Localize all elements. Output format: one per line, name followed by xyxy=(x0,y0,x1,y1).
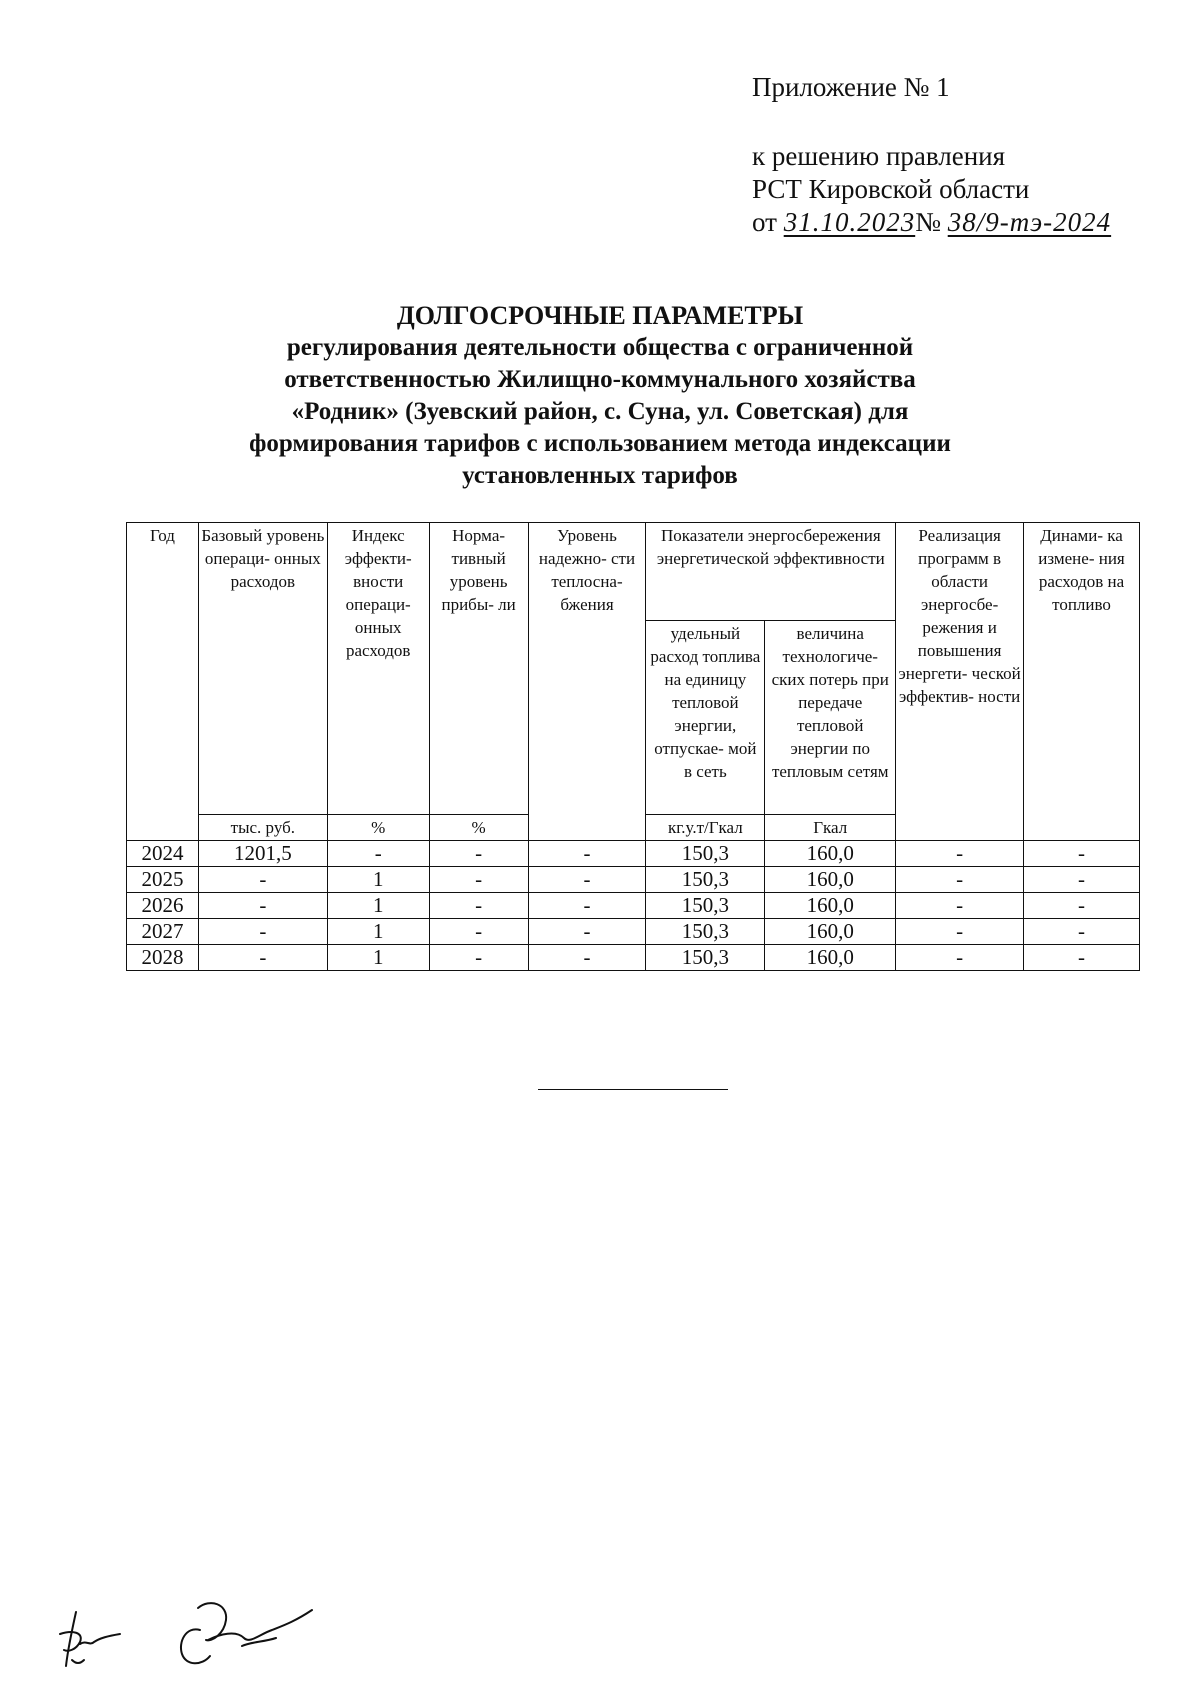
unit-fuel: кг.у.т/Гкал xyxy=(646,815,765,841)
cell-fuel: 150,3 xyxy=(646,867,765,893)
unit-norm: % xyxy=(429,815,528,841)
cell-norm: - xyxy=(429,919,528,945)
header-programs: Реализация программ в области энергосбе- режения и повышения энергети- ческой эффектив- ности xyxy=(896,523,1024,841)
handwritten-signatures xyxy=(50,1590,350,1685)
ref-line-2: РСТ Кировской области xyxy=(752,174,1030,204)
header-year: Год xyxy=(127,523,199,841)
cell-base: - xyxy=(198,893,327,919)
decision-number: 38/9-тэ-2024 xyxy=(947,207,1112,237)
decision-date: 31.10.2023 xyxy=(783,207,916,237)
document-title xyxy=(0,300,1200,492)
cell-programs: - xyxy=(896,919,1024,945)
table-row xyxy=(127,919,1140,945)
cell-reliability: - xyxy=(528,867,646,893)
cell-losses: 160,0 xyxy=(765,919,896,945)
header-efficiency-index: Индекс эффекти- вности операци- онных расходов xyxy=(327,523,429,815)
header-profit-norm: Норма- тивный уровень прибы- ли xyxy=(429,523,528,815)
cell-fuel: 150,3 xyxy=(646,945,765,971)
cell-programs: - xyxy=(896,841,1024,867)
cell-programs: - xyxy=(896,867,1024,893)
cell-dynamics: - xyxy=(1024,893,1140,919)
ref-line-1: к решению правления xyxy=(752,141,1006,171)
cell-losses: 160,0 xyxy=(765,893,896,919)
unit-losses: Гкал xyxy=(765,815,896,841)
parameters-table xyxy=(126,522,1140,971)
cell-index: 1 xyxy=(327,893,429,919)
title-line-5: формирования тарифов с использованием метода индексации xyxy=(249,430,951,457)
cell-base: - xyxy=(198,945,327,971)
title-line-2: регулирования деятельности общества с ограниченной xyxy=(286,334,914,361)
cell-year: 2025 xyxy=(127,867,199,893)
table-row xyxy=(127,893,1140,919)
cell-index: 1 xyxy=(327,945,429,971)
table-row xyxy=(127,945,1140,971)
header-reliability: Уровень надежно- сти теплосна- бжения xyxy=(528,523,646,841)
cell-programs: - xyxy=(896,893,1024,919)
cell-reliability: - xyxy=(528,919,646,945)
header-base-opex: Базовый уровень операци- онных расходов xyxy=(198,523,327,815)
cell-norm: - xyxy=(429,867,528,893)
header-fuel-dynamics: Динами- ка измене- ния расходов на топливо xyxy=(1024,523,1140,841)
cell-index: 1 xyxy=(327,867,429,893)
header-heat-losses: величина технологиче- ских потерь при передаче тепловой энергии по тепловым сетям xyxy=(765,621,896,815)
cell-year: 2026 xyxy=(127,893,199,919)
cell-reliability: - xyxy=(528,841,646,867)
cell-dynamics: - xyxy=(1024,945,1140,971)
cell-fuel: 150,3 xyxy=(646,893,765,919)
signature-image xyxy=(50,1590,350,1680)
cell-losses: 160,0 xyxy=(765,867,896,893)
cell-losses: 160,0 xyxy=(765,945,896,971)
end-divider xyxy=(538,1089,728,1090)
cell-base: - xyxy=(198,919,327,945)
cell-norm: - xyxy=(429,945,528,971)
cell-base: 1201,5 xyxy=(198,841,327,867)
cell-norm: - xyxy=(429,893,528,919)
ref-no-sign: № xyxy=(915,207,941,237)
cell-reliability: - xyxy=(528,893,646,919)
cell-fuel: 150,3 xyxy=(646,841,765,867)
cell-base: - xyxy=(198,867,327,893)
cell-programs: - xyxy=(896,945,1024,971)
cell-year: 2024 xyxy=(127,841,199,867)
cell-fuel: 150,3 xyxy=(646,919,765,945)
unit-base: тыс. руб. xyxy=(198,815,327,841)
title-line-6: установленных тарифов xyxy=(462,462,738,489)
cell-index: - xyxy=(327,841,429,867)
table-row xyxy=(127,841,1140,867)
table-row xyxy=(127,867,1140,893)
cell-norm: - xyxy=(429,841,528,867)
ref-line-3 xyxy=(752,206,1111,239)
cell-year: 2027 xyxy=(127,919,199,945)
cell-dynamics: - xyxy=(1024,919,1140,945)
cell-index: 1 xyxy=(327,919,429,945)
cell-losses: 160,0 xyxy=(765,841,896,867)
unit-index: % xyxy=(327,815,429,841)
title-line-1: ДОЛГОСРОЧНЫЕ ПАРАМЕТРЫ xyxy=(396,301,804,330)
cell-year: 2028 xyxy=(127,945,199,971)
appendix-label: Приложение № 1 xyxy=(752,72,950,102)
title-line-3: ответственностью Жилищно-коммунального хозяйства xyxy=(284,366,916,393)
cell-reliability: - xyxy=(528,945,646,971)
header-fuel-rate: удельный расход топлива на единицу тепловой энергии, отпускае- мой в сеть xyxy=(646,621,765,815)
decision-reference xyxy=(752,140,1111,239)
cell-dynamics: - xyxy=(1024,841,1140,867)
cell-dynamics: - xyxy=(1024,867,1140,893)
title-line-4: «Родник» (Зуевский район, с. Суна, ул. Советская) для xyxy=(291,398,909,425)
ref-from: от xyxy=(752,207,777,237)
header-energy-indicators: Показатели энергосбережения энергетической эффективности xyxy=(646,523,896,621)
